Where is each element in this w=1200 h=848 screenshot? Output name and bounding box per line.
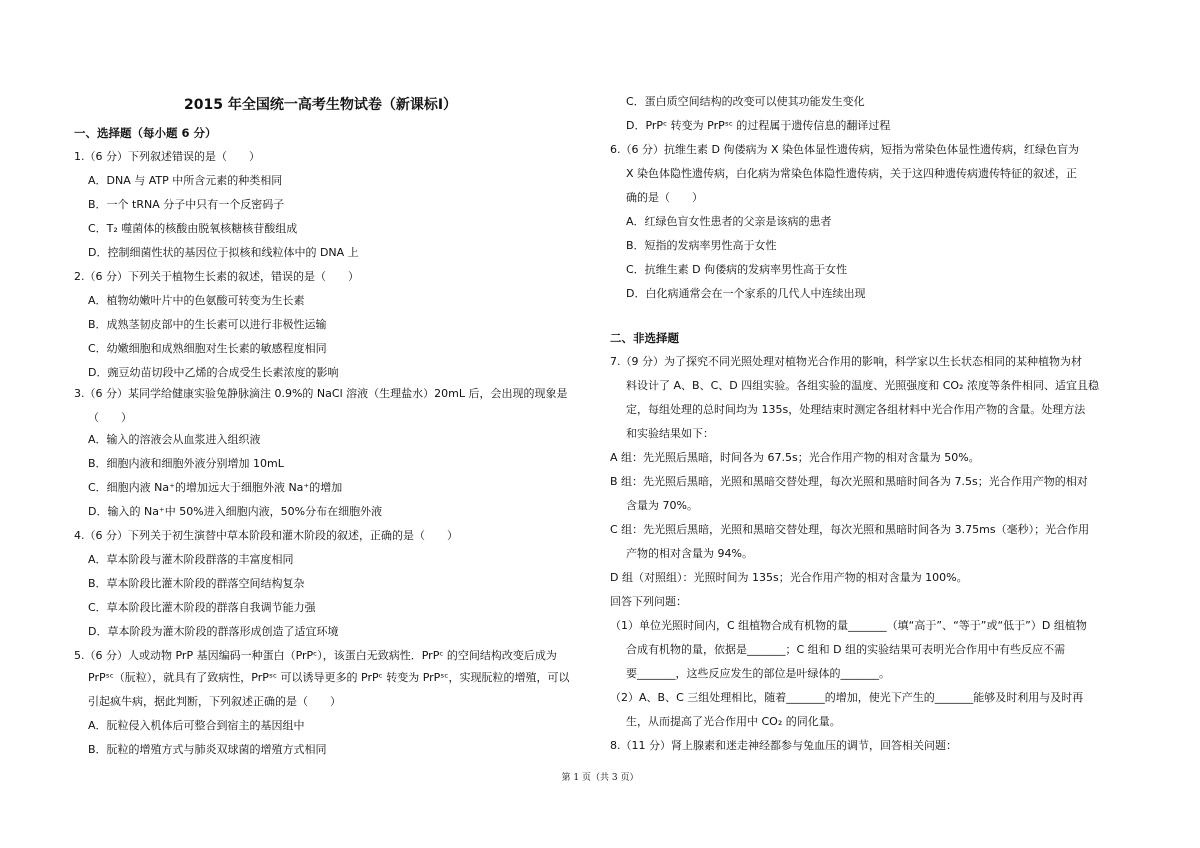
left-line: PrPˢᶜ（朊粒），就具有了致病性，PrPˢᶜ 可以诱导更多的 PrPᶜ 转变为 PrPˢᶜ，实现朊粒的增殖，可以 xyxy=(88,671,570,684)
left-line: 引起疯牛病，据此判断，下列叙述正确的是（ ） xyxy=(88,695,341,708)
left-line: 4.（6 分）下列关于初生演替中草本阶段和灌木阶段的叙述，正确的是（ ） xyxy=(74,529,458,542)
left-line: B．草本阶段比灌木阶段的群落空间结构复杂 xyxy=(88,577,305,590)
right-line: 6.（6 分）抗维生素 D 佝偻病为 X 染色体显性遗传病，短指为常染色体显性遗传病，红绿色盲为 xyxy=(610,143,1079,156)
left-line: 3.（6 分）某同学给健康实验兔静脉滴注 0.9%的 NaCl 溶液（生理盐水）20mL 后，会出现的现象是 xyxy=(74,387,568,400)
left-line: B．细胞内液和细胞外液分别增加 10mL xyxy=(88,457,284,470)
right-line: D．白化病通常会在一个家系的几代人中连续出现 xyxy=(626,287,866,300)
right-line: 生，从而提高了光合作用中 CO₂ 的同化量。 xyxy=(626,715,841,728)
left-line: A．DNA 与 ATP 中所含元素的种类相同 xyxy=(88,174,283,187)
right-line: D 组（对照组）：光照时间为 135s；光合作用产物的相对含量为 100%。 xyxy=(610,571,968,584)
left-line: A．输入的溶液会从血浆进入组织液 xyxy=(88,433,261,446)
right-line: 确的是（ ） xyxy=(626,191,703,204)
left-line: C．草本阶段比灌木阶段的群落自我调节能力强 xyxy=(88,601,316,614)
left-line: A．草本阶段与灌木阶段群落的丰富度相同 xyxy=(88,553,294,566)
left-line: （ ） xyxy=(88,411,132,424)
right-line: （1）单位光照时间内，C 组植物合成有机物的量_______（填“高于”、“等于”或“低于”）D 组植物 xyxy=(610,619,1087,632)
right-line: 定，每组处理的总时间均为 135s，处理结束时测定各组材料中光合作用产物的含量。处理方法 xyxy=(626,403,1086,416)
right-line: A 组：先光照后黑暗，时间各为 67.5s；光合作用产物的相对含量为 50%。 xyxy=(610,451,980,464)
page-title: 2015 年全国统一高考生物试卷（新课标Ⅰ） xyxy=(184,97,458,113)
left-line: 5.（6 分）人或动物 PrP 基因编码一种蛋白（PrPᶜ），该蛋白无致病性．PrPᶜ 的空间结构改变后成为 xyxy=(74,649,557,662)
right-line: （2）A、B、C 三组处理相比，随着_______的增加，使光下产生的_______能够及时利用与及时再 xyxy=(610,691,1084,704)
left-line: B．一个 tRNA 分子中只有一个反密码子 xyxy=(88,198,285,211)
right-line: D．PrPᶜ 转变为 PrPˢᶜ 的过程属于遗传信息的翻译过程 xyxy=(626,119,891,132)
right-line: 8.（11 分）肾上腺素和迷走神经都参与兔血压的调节，回答相关问题： xyxy=(610,739,957,752)
left-line: B．成熟茎韧皮部中的生长素可以进行非极性运输 xyxy=(88,318,327,331)
right-line: 料设计了 A、B、C、D 四组实验。各组实验的温度、光照强度和 CO₂ 浓度等条件相同、适宜且稳 xyxy=(626,379,1099,392)
left-line: D．输入的 Na⁺中 50%进入细胞内液，50%分布在细胞外液 xyxy=(88,505,383,518)
right-line: 合成有机物的量，依据是_______；C 组和 D 组的实验结果可表明光合作用中有些反应不需 xyxy=(626,643,1066,656)
right-line: 含量为 70%。 xyxy=(626,499,698,512)
left-line: B．朊粒的增殖方式与肺炎双球菌的增殖方式相同 xyxy=(88,743,327,756)
page-footer: 第 1 页（共 3 页） xyxy=(561,773,639,783)
left-line: A．朊粒侵入机体后可整合到宿主的基因组中 xyxy=(88,719,305,732)
right-line: X 染色体隐性遗传病，白化病为常染色体隐性遗传病，关于这四种遗传病遗传特征的叙述，正 xyxy=(626,167,1078,180)
right-line: A．红绿色盲女性患者的父亲是该病的患者 xyxy=(626,215,832,228)
right-line: 和实验结果如下： xyxy=(626,427,714,440)
left-line: D．豌豆幼苗切段中乙烯的合成受生长素浓度的影响 xyxy=(88,366,339,379)
right-line: 要_______，这些反应发生的部位是叶绿体的_______。 xyxy=(626,667,890,680)
left-line: A．植物幼嫩叶片中的色氨酸可转变为生长素 xyxy=(88,294,305,307)
left-line: D．控制细菌性状的基因位于拟核和线粒体中的 DNA 上 xyxy=(88,246,359,259)
right-line: 7.（9 分）为了探究不同光照处理对植物光合作用的影响，科学家以生长状态相同的某种植物为材 xyxy=(610,355,1082,368)
left-line: 2.（6 分）下列关于植物生长素的叙述，错误的是（ ） xyxy=(74,270,359,283)
right-line: B 组：先光照后黑暗，光照和黑暗交替处理，每次光照和黑暗时间各为 7.5s；光合作用产物的相对 xyxy=(610,475,1088,488)
left-line: C．T₂ 噬菌体的核酸由脱氧核糖核苷酸组成 xyxy=(88,222,298,235)
right-line: C．抗维生素 D 佝偻病的发病率男性高于女性 xyxy=(626,263,848,276)
right-line: C．蛋白质空间结构的改变可以使其功能发生变化 xyxy=(626,95,865,108)
left-line: C．幼嫩细胞和成熟细胞对生长素的敏感程度相同 xyxy=(88,342,327,355)
left-line: D．草本阶段为灌木阶段的群落形成创造了适宜环境 xyxy=(88,625,339,638)
right-line: 回答下列问题： xyxy=(610,595,687,608)
right-line: 二、非选择题 xyxy=(610,331,679,345)
left-line: C．细胞内液 Na⁺的增加远大于细胞外液 Na⁺的增加 xyxy=(88,481,343,494)
left-line: 一、选择题（每小题 6 分） xyxy=(74,126,217,140)
right-line: C 组：先光照后黑暗，光照和黑暗交替处理，每次光照和黑暗时间各为 3.75ms（毫秒）；光合作用 xyxy=(610,523,1090,536)
right-line: B．短指的发病率男性高于女性 xyxy=(626,239,777,252)
right-line: 产物的相对含量为 94%。 xyxy=(626,547,753,560)
left-line: 1.（6 分）下列叙述错误的是（ ） xyxy=(74,150,260,163)
